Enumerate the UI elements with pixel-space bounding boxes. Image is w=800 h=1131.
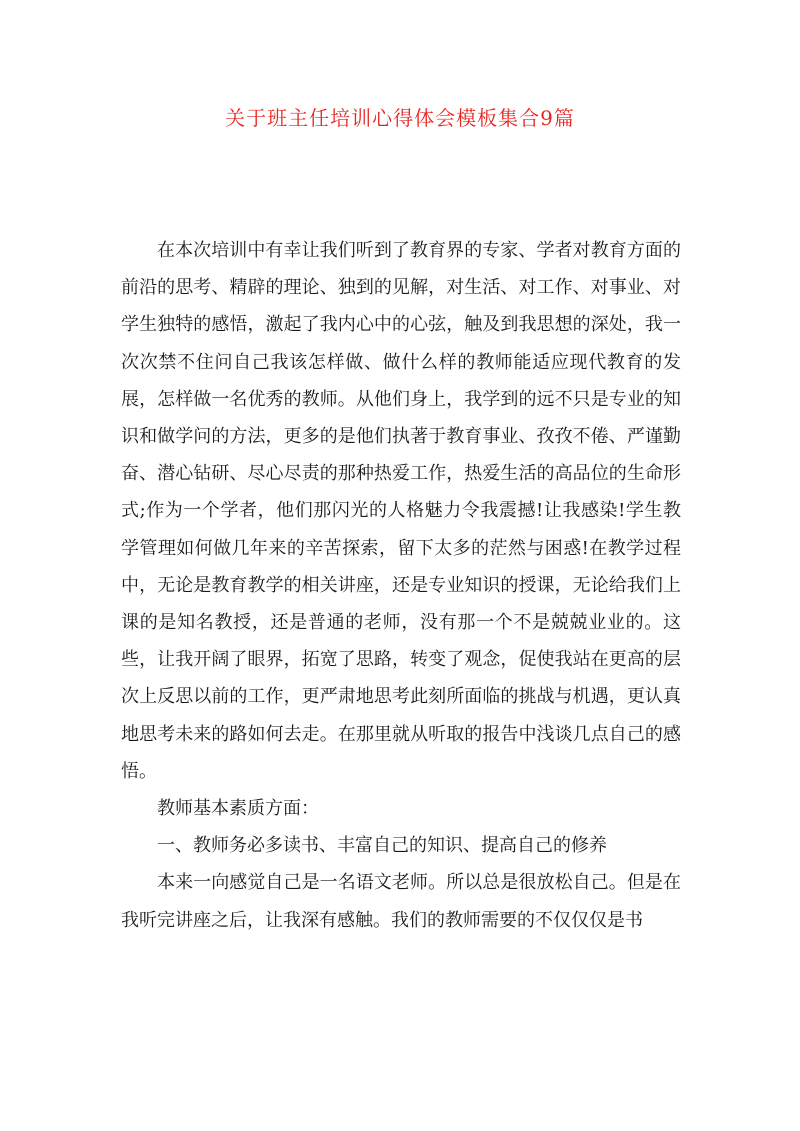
document-body	[121, 232, 681, 939]
body-paragraph: 一、教师务必多读书、丰富自己的知识、提高自己的修养	[157, 835, 607, 857]
body-paragraph: 本来一向感觉自己是一名语文老师。所以总是很放松自己。但是在我听完讲座之后，让我深有感触。我们的教师需要的不仅仅仅是书	[121, 872, 681, 931]
document-title: 关于班主任培训心得体会模板集合9篇	[225, 106, 575, 130]
body-paragraph: 教师基本素质方面：	[157, 798, 319, 820]
body-paragraph: 在本次培训中有幸让我们听到了教育界的专家、学者对教育方面的前沿的思考、精辟的理论、独到的见解，对生活、对工作、对事业、对学生独特的感悟，激起了我内心中的心弦，触及到我思想的深处，我一次次禁不住问自己我该怎样做、做什么样的教师能适应现代教育的发展，怎样做一名优秀的教师。从他们身上，我学到的远不只是专业的知识和做学问的方法，更多的是他们执著于教育事业、孜孜不倦、严谨勤奋、潜心钻研、尽心尽责的那种热爱工作，热爱生活的高品位的生命形式;作为一个学者，他们那闪光的人格魅力令我震撼!让我感染!学生教学管理如何做几年来的辛苦探索，留下太多的茫然与困惑!在教学过程中，无论是教育教学的相关讲座，还是专业知识的授课，无论给我们上课的是知名教授，还是普通的老师，没有那一个不是兢兢业业的。这些，让我开阔了眼界，拓宽了思路，转变了观念，促使我站在更高的层次上反思以前的工作，更严肃地思考此刻所面临的挑战与机遇，更认真地思考未来的路如何去走。在那里就从听取的报告中浅谈几点自己的感悟。	[121, 240, 681, 782]
